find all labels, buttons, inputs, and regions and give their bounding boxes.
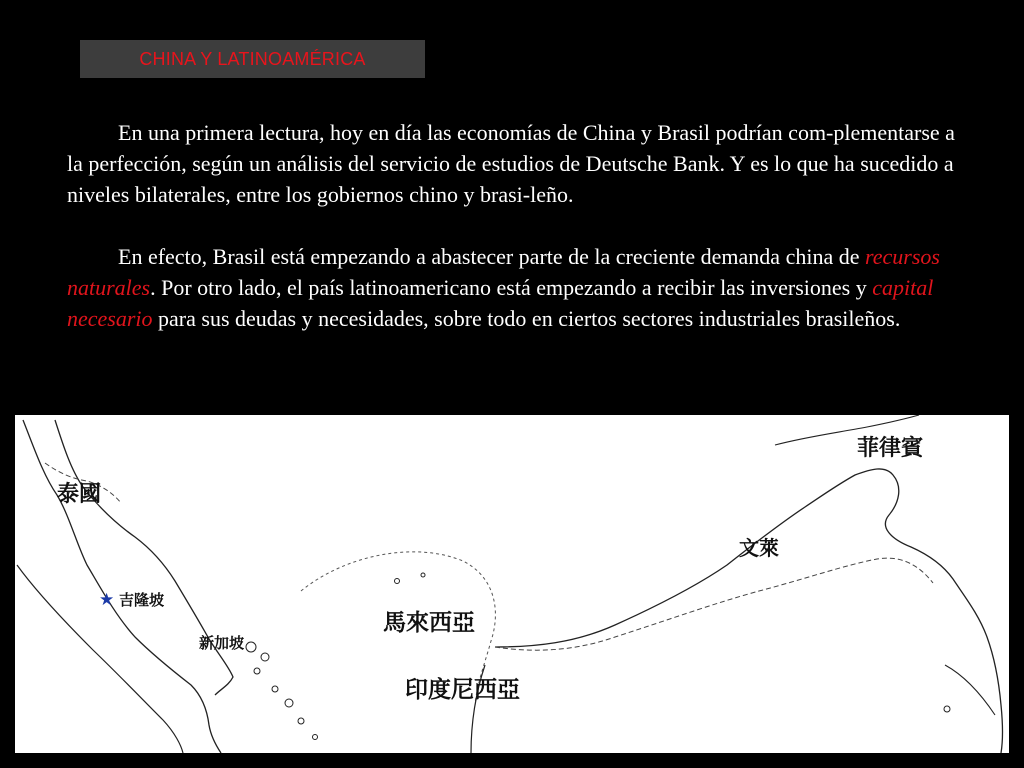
label-thailand: 泰國 bbox=[57, 482, 102, 507]
sulawesi-hint bbox=[945, 665, 995, 715]
island bbox=[272, 686, 278, 692]
peninsula-east-coast bbox=[55, 420, 233, 695]
island bbox=[298, 718, 304, 724]
body-text bbox=[67, 117, 957, 334]
slide-title: CHINA Y LATINOAMÉRICA bbox=[139, 48, 366, 69]
label-indonesia: 印度尼西亞 bbox=[405, 677, 520, 703]
map-svg bbox=[15, 415, 1009, 753]
highlight-recursos-naturales: recursos naturales bbox=[67, 244, 940, 300]
island bbox=[395, 579, 400, 584]
star-icon: ★ bbox=[99, 590, 115, 609]
paragraph-2-part-1: En efecto, Brasil está empezando a abastecer parte de la creciente demanda china de bbox=[118, 244, 865, 269]
borneo-coast bbox=[495, 469, 1003, 753]
label-brunei: 文萊 bbox=[739, 536, 779, 560]
paragraph-2 bbox=[67, 241, 957, 334]
peninsula-west-coast bbox=[23, 420, 221, 753]
map-southeast-asia bbox=[15, 415, 1009, 753]
label-kuala-lumpur: 吉隆坡 bbox=[119, 591, 165, 609]
highlight-capital-necesario: capital necesario bbox=[67, 275, 934, 331]
island bbox=[313, 735, 318, 740]
label-malaysia: 馬來西亞 bbox=[383, 610, 475, 636]
island bbox=[285, 699, 293, 707]
island bbox=[421, 573, 425, 577]
island bbox=[944, 706, 950, 712]
borneo-inner-border bbox=[495, 558, 933, 650]
label-singapore: 新加坡 bbox=[199, 634, 245, 652]
island bbox=[254, 668, 260, 674]
paragraph-1: En una primera lectura, hoy en día las economías de China y Brasil podrían com-plementarse a la perfección, según un análisis del servicio de estudios de Deutsche Bank. Y es lo que ha sucedido a niveles bilaterales, entre los gobiernos chino y brasi-leño. bbox=[67, 120, 955, 207]
paragraph-2-part-2: . Por otro lado, el país latinoamericano está empezando a recibir las inversiones y bbox=[150, 275, 873, 300]
paragraph-2-part-3: para sus deudas y necesidades, sobre todo en ciertos sectores industriales brasileños. bbox=[152, 306, 901, 331]
slide-title-box bbox=[80, 40, 425, 78]
label-philippines: 菲律賓 bbox=[857, 436, 924, 461]
island bbox=[261, 653, 269, 661]
island bbox=[246, 642, 256, 652]
